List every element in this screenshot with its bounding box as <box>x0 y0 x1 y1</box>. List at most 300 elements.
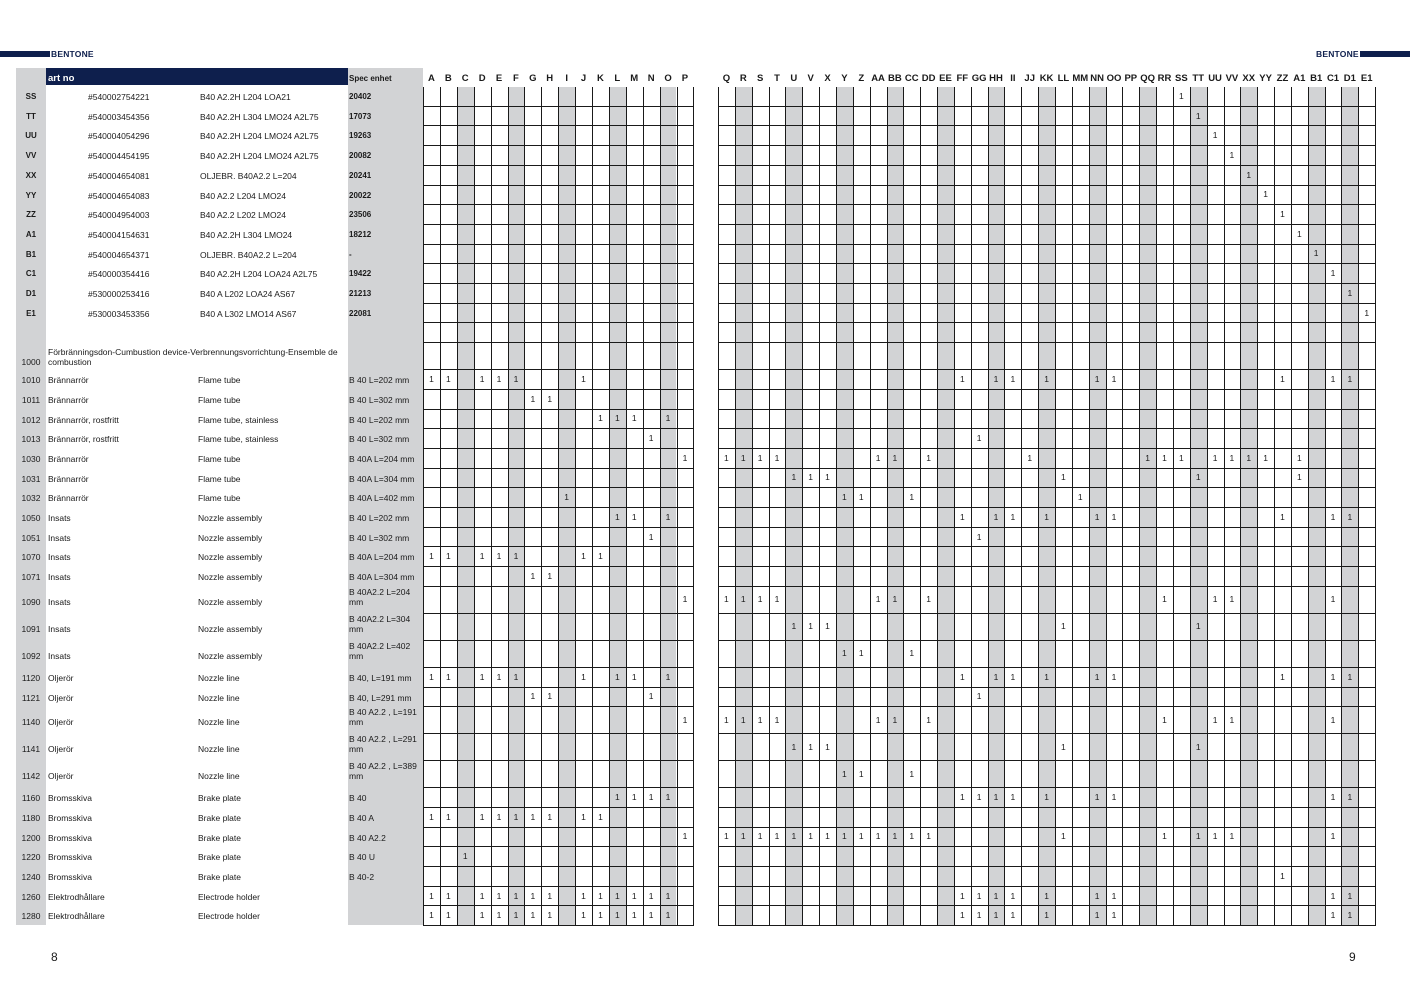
grid-hline <box>718 905 1375 906</box>
cell-mark: 1 <box>513 811 519 822</box>
cell-mark: 1 <box>909 492 915 503</box>
part-spec: B 40 A <box>349 812 375 823</box>
cell-mark: 1 <box>598 910 603 921</box>
model-spec: 19263 <box>349 131 372 141</box>
brand-left: BENTONE <box>51 49 94 59</box>
cell-mark: 1 <box>808 472 814 483</box>
cell-mark: 1 <box>1010 373 1016 384</box>
cell-mark: 1 <box>825 831 830 842</box>
grid-hline <box>718 846 1375 847</box>
column-header: I <box>565 73 568 84</box>
cell-mark: 1 <box>1010 511 1016 522</box>
cell-mark: 1 <box>665 910 671 921</box>
cell-mark: 1 <box>1094 373 1100 384</box>
grid-hline <box>423 448 693 449</box>
grid-hline <box>423 807 693 808</box>
part-name-en: Nozzle assembly <box>198 572 263 583</box>
part-spec: B 40 A2.2 , L=389 mm <box>349 761 417 782</box>
model-spec: 23506 <box>349 210 372 220</box>
grid-hline <box>718 342 1375 343</box>
model-spec: - <box>349 249 352 259</box>
cell-mark: 1 <box>682 831 688 842</box>
cell-mark: 1 <box>1330 373 1336 384</box>
grid-hline <box>423 185 693 186</box>
column-header: J <box>580 73 587 84</box>
cell-mark: 1 <box>479 890 485 901</box>
column-header: T <box>774 73 780 84</box>
cell-mark: 1 <box>892 714 898 725</box>
cell-mark: 1 <box>1280 511 1285 522</box>
part-name-en: Nozzle assembly <box>198 650 263 661</box>
cell-mark: 1 <box>1145 452 1151 463</box>
model-code: E1 <box>26 308 36 318</box>
model-art-number: #540004054296 <box>88 131 150 142</box>
model-art-number: #540003454356 <box>88 111 150 122</box>
cell-mark: 1 <box>858 648 864 659</box>
part-code: 1091 <box>21 623 41 634</box>
cell-mark: 1 <box>1313 248 1319 259</box>
cell-mark: 1 <box>926 714 931 725</box>
grid-hline <box>423 145 693 146</box>
grid-hline <box>423 687 693 688</box>
cell-mark: 1 <box>445 671 451 682</box>
grid-hline <box>423 566 693 567</box>
cell-mark: 1 <box>892 452 898 463</box>
model-code: ZZ <box>26 210 36 220</box>
cell-mark: 1 <box>1162 714 1167 725</box>
column-header: XX <box>1242 73 1256 84</box>
cell-mark: 1 <box>547 890 553 901</box>
part-spec: B 40A2.2 L=204 mm <box>349 586 411 607</box>
grid-hline <box>718 204 1375 205</box>
column-header: VV <box>1225 73 1239 84</box>
cell-mark: 1 <box>547 691 553 702</box>
column-header: II <box>1010 73 1016 84</box>
part-name-en: Brake plate <box>198 793 241 804</box>
cell-mark: 1 <box>774 831 780 842</box>
cell-mark: 1 <box>1111 671 1117 682</box>
part-code: 1260 <box>21 891 41 902</box>
grid-hline <box>718 566 1375 567</box>
model-art-number: #530003453356 <box>88 308 150 319</box>
part-name-en: Nozzle line <box>198 717 240 728</box>
part-name-sv: Oljerör <box>48 744 74 755</box>
column-header: OO <box>1106 73 1122 84</box>
grid-hline <box>423 224 693 225</box>
grid-hline <box>718 106 1375 107</box>
cell-mark: 1 <box>1212 594 1218 605</box>
cell-mark: 1 <box>1044 890 1049 901</box>
cell-mark: 1 <box>1195 110 1201 121</box>
cell-mark: 1 <box>513 551 519 562</box>
cell-mark: 1 <box>614 890 620 901</box>
grid-hline <box>423 165 693 166</box>
part-code: 1032 <box>21 493 41 504</box>
cell-mark: 1 <box>976 792 982 803</box>
cell-mark: 1 <box>1229 714 1235 725</box>
cell-mark: 1 <box>530 393 536 404</box>
cell-mark: 1 <box>665 511 671 522</box>
cell-mark: 1 <box>1280 671 1285 682</box>
cell-mark: 1 <box>648 691 654 702</box>
cell-mark: 1 <box>682 594 688 605</box>
grid-hline <box>718 468 1375 469</box>
cell-mark: 1 <box>1364 307 1370 318</box>
model-art-number: #540004654081 <box>88 170 150 181</box>
cell-mark: 1 <box>547 393 553 404</box>
grid-hline <box>423 204 693 205</box>
column-header: P <box>681 73 689 84</box>
part-name-sv: Oljerör <box>48 717 74 728</box>
part-name-en: Nozzle line <box>198 692 240 703</box>
part-name-sv: Elektrodhållare <box>48 891 105 902</box>
column-header: KK <box>1039 73 1054 84</box>
cell-mark: 1 <box>1263 452 1268 463</box>
cell-mark: 1 <box>479 811 485 822</box>
column-header: PP <box>1124 73 1138 84</box>
part-spec: B 40A2.2 L=304 mm <box>349 613 411 634</box>
cell-mark: 1 <box>724 714 729 725</box>
cell-mark: 1 <box>1347 287 1353 298</box>
grid-hline <box>423 706 693 707</box>
cell-mark: 1 <box>1195 741 1201 752</box>
part-name-en: Brake plate <box>198 832 241 843</box>
cell-mark: 1 <box>740 714 746 725</box>
cell-mark: 1 <box>564 492 569 503</box>
cell-mark: 1 <box>1246 169 1252 180</box>
cell-mark: 1 <box>993 511 999 522</box>
part-name-sv: Elektrodhållare <box>48 911 105 922</box>
part-spec: B 40 L=202 mm <box>349 375 410 386</box>
cell-mark: 1 <box>665 413 671 424</box>
cell-mark: 1 <box>631 671 637 682</box>
part-name-sv: Brännarrör <box>48 394 89 405</box>
art-no-header-bar <box>46 68 348 85</box>
column-header: UU <box>1208 73 1222 84</box>
cell-mark: 1 <box>791 472 797 483</box>
cell-mark: 1 <box>581 373 586 384</box>
part-name-sv: Insats <box>48 513 71 523</box>
grid-hline <box>718 866 1375 867</box>
column-header: U <box>790 73 798 84</box>
part-spec: B 40A L=304 mm <box>349 473 415 484</box>
column-header: AA <box>871 73 885 84</box>
grid-hline <box>718 165 1375 166</box>
cell-mark: 1 <box>1212 452 1218 463</box>
section-code: 1000 <box>21 357 41 368</box>
grid-hline <box>423 827 693 828</box>
part-name-en: Flame tube <box>198 453 241 464</box>
cell-mark: 1 <box>631 890 637 901</box>
cell-mark: 1 <box>1330 268 1336 279</box>
part-name-en: Brake plate <box>198 872 241 882</box>
cell-mark: 1 <box>1280 870 1285 881</box>
cell-mark: 1 <box>547 910 553 921</box>
grid-hline <box>718 125 1375 126</box>
cell-mark: 1 <box>648 792 654 803</box>
cell-mark: 1 <box>581 811 586 822</box>
column-header: YY <box>1259 73 1272 84</box>
model-spec: 18212 <box>349 229 372 239</box>
column-header: R <box>739 73 747 84</box>
cell-mark: 1 <box>1044 373 1049 384</box>
art-no-header: art no <box>48 73 75 84</box>
grid-hline <box>423 283 693 284</box>
cell-mark: 1 <box>1195 621 1201 632</box>
model-art-number: #540002754221 <box>88 92 150 102</box>
part-name-en: Nozzle line <box>198 672 240 683</box>
part-name-sv: Insats <box>48 596 71 607</box>
cell-mark: 1 <box>598 551 603 562</box>
cell-mark: 1 <box>1178 452 1184 463</box>
column-header: B1 <box>1310 73 1323 84</box>
cell-mark: 1 <box>1094 792 1100 803</box>
cell-mark: 1 <box>429 811 434 822</box>
cell-mark: 1 <box>1347 373 1353 384</box>
cell-mark: 1 <box>1246 452 1252 463</box>
cell-mark: 1 <box>445 910 451 921</box>
cell-mark: 1 <box>496 811 502 822</box>
cell-mark: 1 <box>496 890 502 901</box>
cell-mark: 1 <box>581 910 586 921</box>
column-header: BB <box>888 73 902 84</box>
cell-mark: 1 <box>825 621 830 632</box>
part-name-sv: Bromsskiva <box>48 832 92 843</box>
grid-hline <box>718 507 1375 508</box>
grid-hline <box>718 760 1375 761</box>
column-header: D <box>478 73 486 84</box>
part-code: 1030 <box>21 453 41 464</box>
cell-mark: 1 <box>1330 594 1336 605</box>
cell-mark: 1 <box>993 910 999 921</box>
cell-mark: 1 <box>858 768 864 779</box>
cell-mark: 1 <box>1010 910 1016 921</box>
grid-hline <box>718 586 1375 587</box>
cell-mark: 1 <box>774 452 780 463</box>
cell-mark: 1 <box>530 570 536 581</box>
cell-mark: 1 <box>724 452 729 463</box>
cell-mark: 1 <box>1061 472 1066 483</box>
cell-mark: 1 <box>875 831 881 842</box>
cell-mark: 1 <box>875 452 881 463</box>
column-header: NN <box>1090 73 1104 84</box>
cell-mark: 1 <box>1330 792 1336 803</box>
part-spec: B 40 L=302 mm <box>349 434 410 445</box>
cell-mark: 1 <box>926 594 931 605</box>
cell-mark: 1 <box>1296 228 1302 239</box>
cell-mark: 1 <box>1263 189 1268 200</box>
grid-hline <box>423 925 693 926</box>
part-name-en: Nozzle assembly <box>198 513 263 523</box>
cell-mark: 1 <box>547 570 553 581</box>
grid-hline <box>718 448 1375 449</box>
part-name-en: Nozzle line <box>198 744 240 755</box>
cell-mark: 1 <box>445 373 451 384</box>
part-spec: B 40 L=202 mm <box>349 513 410 523</box>
grid-hline <box>718 487 1375 488</box>
cell-mark: 1 <box>1111 373 1117 384</box>
cell-mark: 1 <box>614 910 620 921</box>
column-header: E1 <box>1360 73 1373 84</box>
cell-mark: 1 <box>1061 831 1066 842</box>
cell-mark: 1 <box>740 594 746 605</box>
grid-hline <box>423 468 693 469</box>
cell-mark: 1 <box>976 691 982 702</box>
grid-hline <box>718 733 1375 734</box>
column-header: SS <box>1175 73 1188 84</box>
column-header: H <box>546 73 554 84</box>
cell-mark: 1 <box>1195 472 1201 483</box>
cell-mark: 1 <box>875 714 881 725</box>
grid-hline <box>718 613 1375 614</box>
cell-mark: 1 <box>496 551 502 562</box>
part-spec: B 40 U <box>349 852 375 863</box>
cell-mark: 1 <box>1229 831 1235 842</box>
model-spec: 19422 <box>349 269 372 279</box>
part-code: 1180 <box>21 812 41 823</box>
header-bar-right <box>1360 51 1410 57</box>
part-name-sv: Bromsskiva <box>48 793 92 804</box>
grid-hline <box>718 546 1375 547</box>
column-header: A <box>428 73 435 84</box>
cell-mark: 1 <box>976 910 982 921</box>
column-header: V <box>807 73 814 84</box>
column-header: DD <box>921 73 936 84</box>
part-name-sv: Insats <box>48 650 71 661</box>
cell-mark: 1 <box>1229 149 1235 160</box>
column-header: F <box>513 73 519 84</box>
model-spec: 21213 <box>349 289 372 298</box>
column-header: A1 <box>1293 73 1306 84</box>
cell-mark: 1 <box>665 671 671 682</box>
part-spec: B 40 L=302 mm <box>349 394 410 405</box>
column-header: MM <box>1072 73 1089 84</box>
cell-mark: 1 <box>479 373 485 384</box>
cell-mark: 1 <box>959 511 965 522</box>
grid-hline <box>423 760 693 761</box>
cell-mark: 1 <box>1162 594 1167 605</box>
cell-mark: 1 <box>993 890 999 901</box>
grid-hline <box>718 224 1375 225</box>
cell-mark: 1 <box>496 910 502 921</box>
part-name-sv: Oljerör <box>48 672 74 683</box>
cell-mark: 1 <box>614 792 620 803</box>
part-code: 1011 <box>21 394 41 405</box>
cell-mark: 1 <box>976 531 982 542</box>
part-code: 1031 <box>21 473 41 484</box>
cell-mark: 1 <box>496 373 502 384</box>
cell-mark: 1 <box>1111 890 1117 901</box>
column-header: C <box>461 73 469 84</box>
model-code: B1 <box>25 249 37 259</box>
model-code: UU <box>25 131 37 141</box>
column-header: C1 <box>1326 73 1340 84</box>
model-spec: 20082 <box>349 151 372 161</box>
grid-hline <box>423 733 693 734</box>
cell-mark: 1 <box>757 831 763 842</box>
cell-mark: 1 <box>1061 741 1066 752</box>
cell-mark: 1 <box>1094 511 1100 522</box>
model-code: D1 <box>25 289 37 298</box>
grid-hline <box>423 342 693 343</box>
cell-mark: 1 <box>648 433 654 444</box>
grid-hline <box>718 886 1375 887</box>
grid-hline <box>718 687 1375 688</box>
model-code: A1 <box>25 229 37 239</box>
column-header: E <box>495 73 503 84</box>
part-spec: B 40 L=302 mm <box>349 532 410 543</box>
model-description: B40 A L302 LMO14 AS67 <box>200 308 297 319</box>
brand-right: BENTONE <box>1316 49 1359 59</box>
part-name-en: Flame tube, stainless <box>198 414 279 425</box>
cell-mark: 1 <box>976 433 982 444</box>
cell-mark: 1 <box>513 910 519 921</box>
cell-mark: 1 <box>1094 890 1100 901</box>
cell-mark: 1 <box>1044 511 1049 522</box>
cell-mark: 1 <box>1111 792 1117 803</box>
cell-mark: 1 <box>875 594 881 605</box>
grid-hline <box>423 263 693 264</box>
cell-mark: 1 <box>1347 671 1353 682</box>
grid-hline <box>423 487 693 488</box>
cell-mark: 1 <box>1280 373 1285 384</box>
cell-mark: 1 <box>1010 671 1016 682</box>
cell-mark: 1 <box>1162 831 1167 842</box>
part-name-en: Electrode holder <box>198 911 260 922</box>
part-code: 1140 <box>21 717 41 728</box>
model-description: B40 A2.2H L204 LOA24 A2L75 <box>200 269 318 280</box>
cell-mark: 1 <box>858 831 864 842</box>
cell-mark: 1 <box>1330 831 1336 842</box>
part-code: 1051 <box>21 532 41 543</box>
model-spec: 20022 <box>349 190 372 200</box>
section-title: Förbränningsdon-Cumbustion device-Verbrennungsvorrichtung-Ensemble de combustion <box>48 347 338 368</box>
column-header: QQ <box>1140 73 1156 84</box>
cell-mark: 1 <box>1111 511 1117 522</box>
cell-mark: 1 <box>1077 492 1083 503</box>
cell-mark: 1 <box>791 621 797 632</box>
cell-mark: 1 <box>530 811 536 822</box>
model-code: YY <box>25 190 37 200</box>
cell-mark: 1 <box>614 511 620 522</box>
cell-mark: 1 <box>665 890 671 901</box>
cell-mark: 1 <box>513 671 519 682</box>
cell-mark: 1 <box>959 910 965 921</box>
cell-mark: 1 <box>926 452 931 463</box>
grid-hline <box>423 667 693 668</box>
part-code: 1010 <box>21 375 41 386</box>
model-code: XX <box>25 170 37 180</box>
cell-mark: 1 <box>445 811 451 822</box>
part-name-sv: Insats <box>48 572 71 583</box>
grid-hline <box>718 640 1375 641</box>
cell-mark: 1 <box>841 831 847 842</box>
grid-hline <box>718 827 1375 828</box>
cell-mark: 1 <box>479 671 485 682</box>
cell-mark: 1 <box>530 890 536 901</box>
part-spec: B 40 <box>349 793 367 804</box>
column-header: RR <box>1157 73 1172 84</box>
model-spec: 20402 <box>349 92 372 101</box>
model-description: B40 A2.2H L304 LMO24 <box>200 229 293 240</box>
cell-mark: 1 <box>808 741 814 752</box>
model-description: B40 A2.2H L204 LMO24 A2L75 <box>200 131 319 142</box>
cell-mark: 1 <box>631 792 637 803</box>
part-name-sv: Bromsskiva <box>48 872 92 882</box>
cell-mark: 1 <box>1229 594 1235 605</box>
cell-mark: 1 <box>1347 511 1353 522</box>
header-bar-left <box>0 51 50 57</box>
